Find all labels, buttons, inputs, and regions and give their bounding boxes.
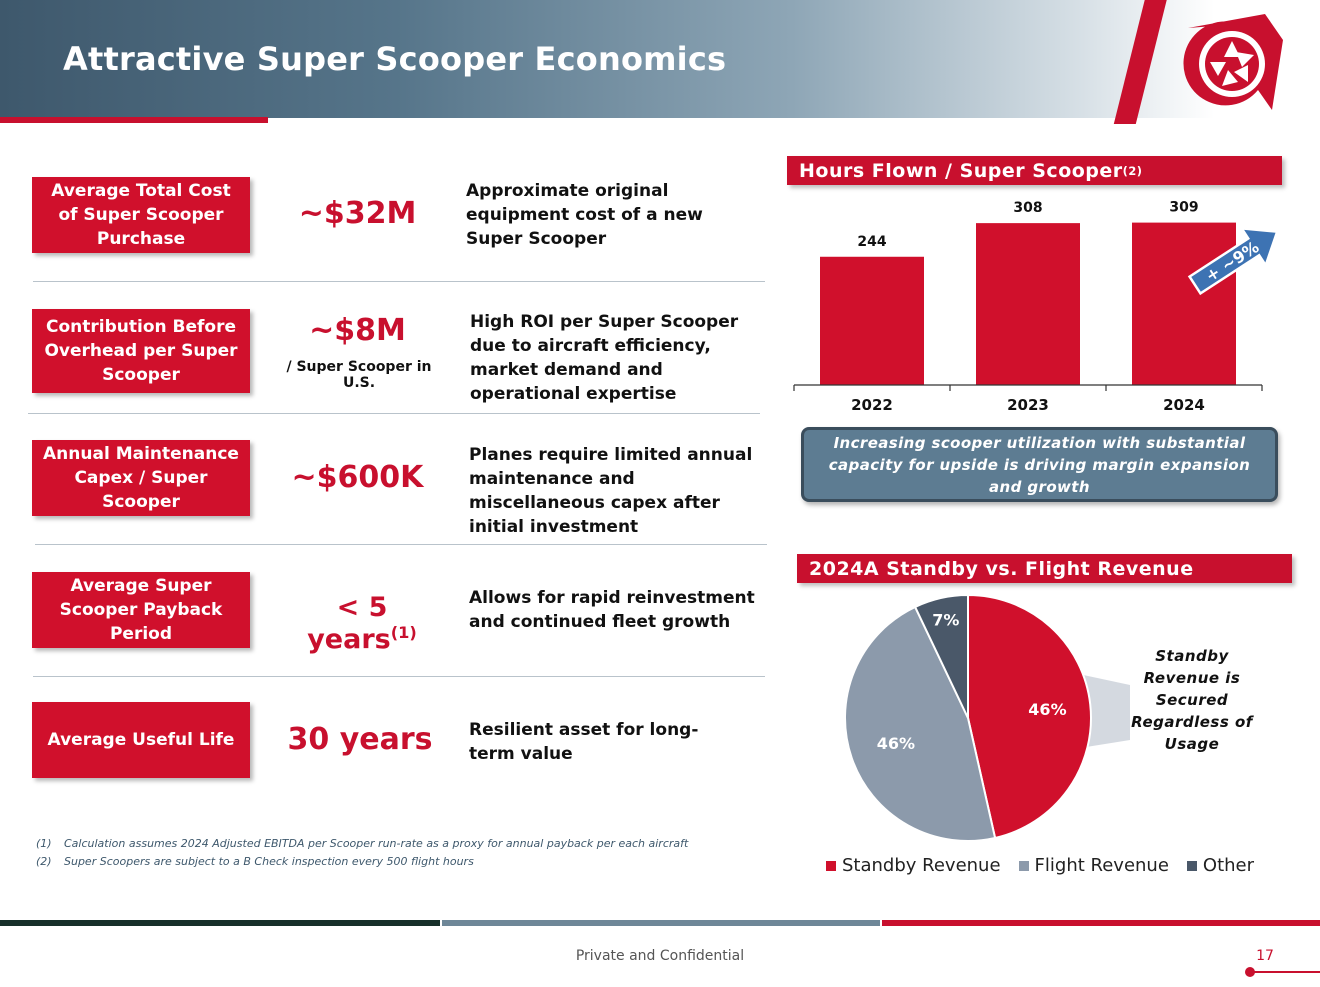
desc-useful-life: Resilient asset for long-term value (469, 720, 699, 764)
hours-flown-title: Hours Flown / Super Scooper (799, 159, 1123, 182)
desc-maintenance: Planes require limited annual maintenance and miscellaneous capex after initial investment (469, 445, 753, 537)
row-divider (28, 413, 760, 414)
confidential-label: Private and Confidential (575, 948, 745, 964)
footnote-1-text: Calculation assumes 2024 Adjusted EBITDA per Scooper run-rate as a proxy for annual payback per each aircraft (64, 837, 689, 850)
standby-note: Standby Revenue is Secured Regardless of Usage (1131, 647, 1253, 753)
bar-2024 (1132, 223, 1236, 385)
legend-label-other: Other (1202, 855, 1255, 876)
metric-maintenance: ~$600K (291, 460, 424, 495)
x-tick-label-2022: 2022 (851, 396, 893, 414)
x-tick-label-2023: 2023 (1007, 396, 1049, 414)
page-number-dot (1245, 967, 1255, 977)
bar-value-label-2023: 308 (1013, 200, 1043, 217)
footnote-2-num: (2) (36, 855, 52, 868)
bar-value-label-2022: 244 (857, 233, 887, 250)
footnote-1-num: (1) (36, 837, 52, 850)
utilization-callout: Increasing scooper utilization with substantial capacity for upside is driving margin expansion and growth (801, 427, 1278, 502)
bar-2023 (976, 223, 1080, 385)
footnote-2 (36, 855, 474, 868)
row-divider (35, 544, 767, 545)
metric-contribution: ~$8M (309, 313, 406, 348)
legend-label-flight: Flight Revenue (1034, 855, 1169, 876)
desc-payback: Allows for rapid reinvestment and continued fleet growth (469, 588, 755, 632)
pie-legend (826, 855, 1254, 876)
growth-label: + ~9% (1202, 237, 1263, 286)
x-tick-label-2024: 2024 (1163, 396, 1205, 414)
pie-label-standby-revenue: 46% (1028, 700, 1067, 720)
bar-value-label-2024: 309 (1169, 199, 1199, 216)
row-divider (33, 676, 765, 677)
legend-label-standby: Standby Revenue (842, 855, 1001, 876)
legend-item-other (1187, 855, 1254, 876)
revenue-mix-chart (830, 590, 1130, 850)
desc-contribution: High ROI per Super Scooper due to aircraft efficiency, market demand and operational expertise (470, 312, 739, 404)
row-label-useful-life: Average Useful Life (32, 702, 250, 778)
pie-label-other: 7% (932, 610, 960, 630)
footer-bar-slate (442, 920, 880, 926)
metric-contribution-sub: / Super Scooper in U.S. (286, 359, 432, 391)
desc-cost: Approximate original equipment cost of a new Super Scooper (466, 181, 703, 249)
row-label-cost: Average Total Cost of Super Scooper Purchase (32, 177, 250, 253)
metric-payback-value: < 5 years (307, 592, 391, 655)
metric-cost: ~$32M (298, 196, 417, 231)
header-underline (0, 117, 268, 123)
page-title: Attractive Super Scooper Economics (63, 40, 727, 78)
footnote-2-text: Super Scoopers are subject to a B Check inspection every 500 flight hours (64, 855, 474, 868)
row-label-contribution: Contribution Before Overhead per Super Scooper (32, 309, 250, 393)
bar-2022 (820, 257, 924, 385)
hours-flown-banner (787, 156, 1282, 185)
legend-item-standby (826, 855, 1001, 876)
company-logo-icon (1180, 10, 1290, 115)
hours-flown-chart (780, 195, 1300, 425)
row-label-payback: Average Super Scooper Payback Period (32, 572, 250, 648)
revenue-mix-banner: 2024A Standby vs. Flight Revenue (797, 554, 1292, 583)
legend-swatch-other (1187, 861, 1197, 871)
legend-swatch-flight (1019, 861, 1029, 871)
metric-useful-life: 30 years (287, 722, 433, 757)
metric-payback (282, 592, 442, 655)
hours-flown-footnote: (2) (1122, 163, 1143, 178)
row-label-maintenance: Annual Maintenance Capex / Super Scooper (32, 440, 250, 516)
pie-label-flight-revenue: 46% (876, 733, 916, 753)
footer-bar-dark (0, 920, 440, 926)
metric-payback-footnote: (1) (390, 623, 417, 642)
legend-swatch-standby (826, 861, 836, 871)
row-divider (33, 281, 765, 282)
legend-item-flight (1019, 855, 1169, 876)
footnote-1 (36, 837, 688, 850)
footer-bar-red (882, 920, 1320, 926)
page-number-line (1250, 971, 1320, 973)
page-number: 17 (1256, 948, 1274, 964)
